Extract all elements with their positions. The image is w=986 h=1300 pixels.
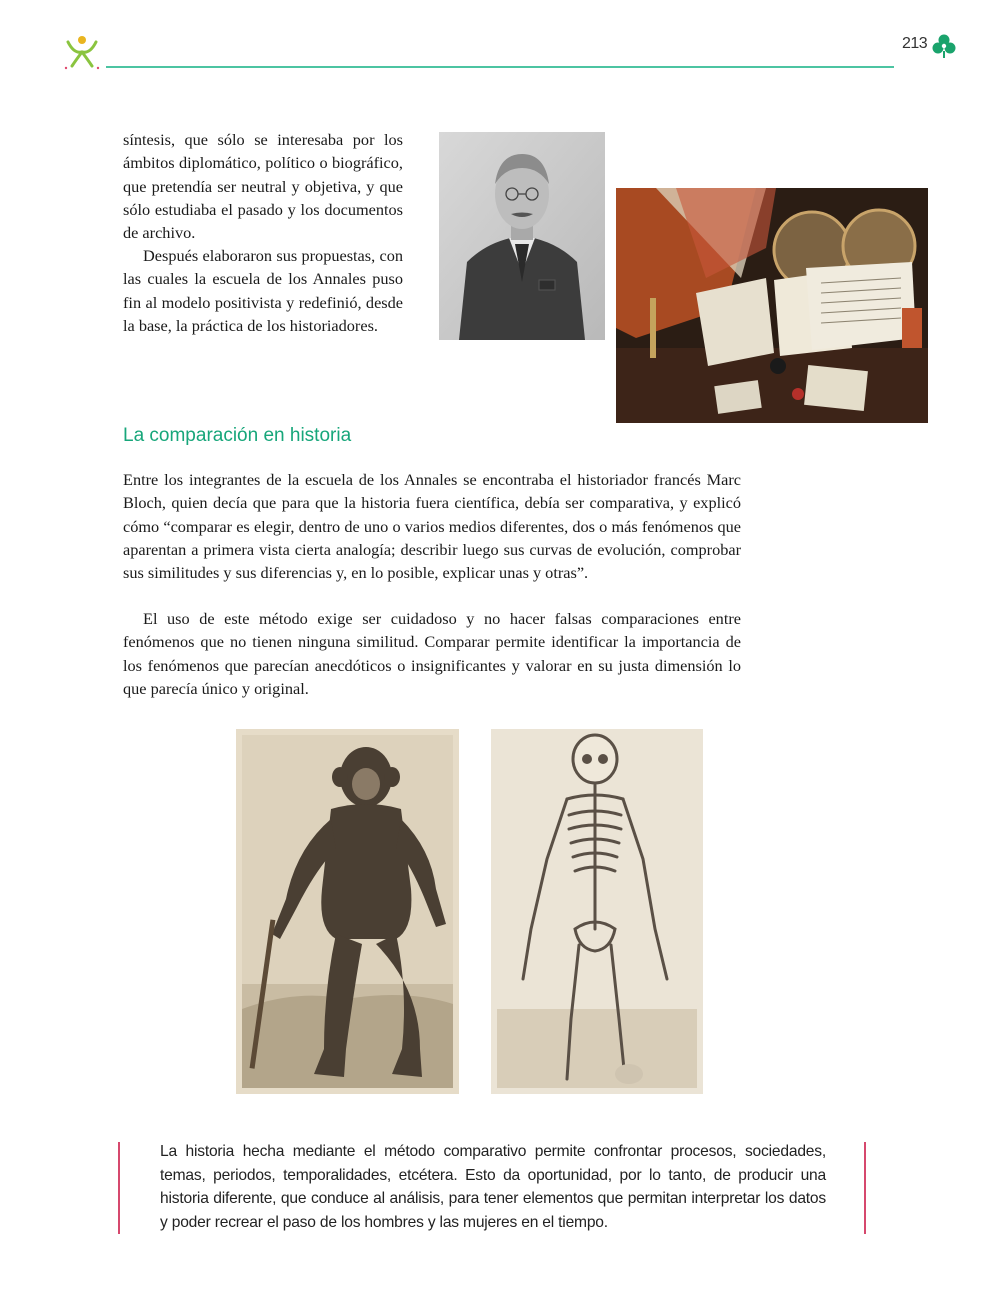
header-rule	[106, 66, 894, 68]
clover-icon	[931, 33, 957, 59]
intro-paragraph-2: Después elaboraron sus propuestas, con las cuales la escuela de los Annales puso fin al modelo positivista y redefinió, desde la base, la práctica de los historiadores.	[123, 246, 403, 335]
caption-text: La historia hecha mediante el método comparativo permite confrontar procesos, sociedades, temas, periodos, temporalidades, etcétera. Esto da oportunidad, por lo tanto, de producir una historia diferente, que conduce al análisis, para tener elementos que permitan interpretar los datos y poder recrear el paso de los hombres y las mujeres en el tiempo.	[160, 1143, 826, 1232]
skeleton-engraving	[491, 729, 703, 1094]
portrait-photo	[439, 132, 605, 340]
section-heading: La comparación en historia	[123, 425, 352, 446]
page-number: 213	[902, 35, 928, 52]
caption-left-bar	[118, 1142, 120, 1234]
caption-right-bar	[864, 1142, 866, 1234]
section-paragraph-1: Entre los integrantes de la escuela de los Annales se encontraba el historiador francés Marc Bloch, quien decía que para que la historia fuera científica, debía ser comparativa, y explicó cómo “comparar es elegir, dentro de uno o varios medios diferentes, dos o más fenómenos que aparentan a primera vista cierta analogía; describir luego sus curvas de evolución, comprobar sus similitudes y sus diferencias y, en lo posible, explicar unas y otras”.	[123, 470, 741, 583]
vanitas-painting	[616, 188, 928, 423]
figure-logo-icon	[62, 32, 102, 72]
intro-paragraph-1: síntesis, que sólo se interesaba por los ámbitos diplomático, político o biográfico, que pretendía ser neutral y objetiva, y que sólo estudiaba el pasado y los documentos de archivo.	[123, 130, 403, 243]
section-paragraph-2: El uso de este método exige ser cuidadoso y no hacer falsas comparaciones entre fenómenos que no tienen ninguna similitud. Comparar permite identificar la importancia de los fenómenos que parecían anecdóticos o insignificantes y valorar en su justa dimensión lo que parecía único y original.	[123, 609, 741, 698]
chimpanzee-engraving	[236, 729, 459, 1094]
